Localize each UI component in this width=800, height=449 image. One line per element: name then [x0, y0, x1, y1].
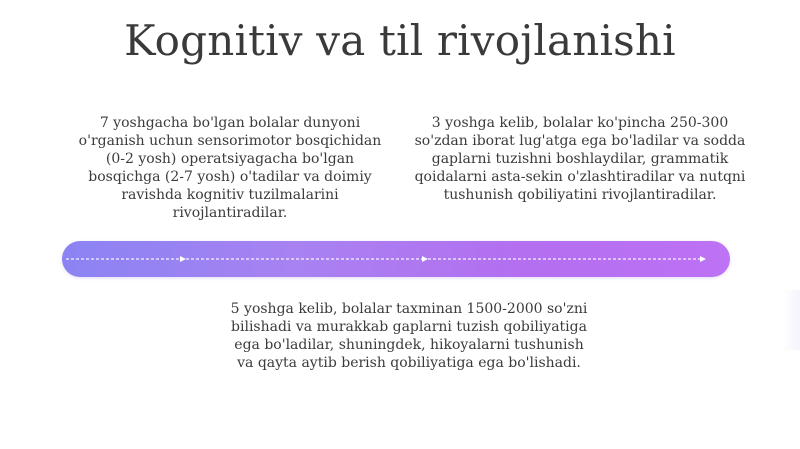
timeline-arrows — [62, 241, 730, 277]
text-block-age-3: 3 yoshga kelib, bolalar ko'pincha 250-300 so'zdan iborat lug'atga ega bo'ladilar va sodda gaplarni tuzishni boshlaydilar, grammatik qoidalarni asta-sekin o'zlashtiradilar va nutqni tushunish qobiliyatini rivojlantiradilar. — [414, 115, 746, 203]
timeline-arrow-3-icon — [700, 256, 706, 262]
timeline-bar — [62, 241, 730, 277]
text-block-age-7: 7 yoshgacha bo'lgan bolalar dunyoni o'rganish uchun sensorimotor bosqichidan (0-2 yosh) operatsiyagacha bo'lgan bosqichga (2-7 yosh) o'tadilar va doimiy ravishda kognitiv tuzilmalarini rivojlantiradilar. — [78, 115, 382, 221]
edge-decoration — [782, 290, 800, 350]
slide-title: Kognitiv va til rivojlanishi — [124, 16, 676, 65]
timeline-arrow-2-icon — [422, 256, 428, 262]
timeline-arrow-1-icon — [180, 256, 186, 262]
text-block-age-5: 5 yoshga kelib, bolalar taxminan 1500-2000 so'zni bilishadi va murakkab gaplarni tuzish qobiliyatiga ega bo'ladilar, shuningdek, hikoyalarni tushunish va qayta aytib berish qobiliyatiga ega bo'lishadi. — [230, 301, 588, 371]
